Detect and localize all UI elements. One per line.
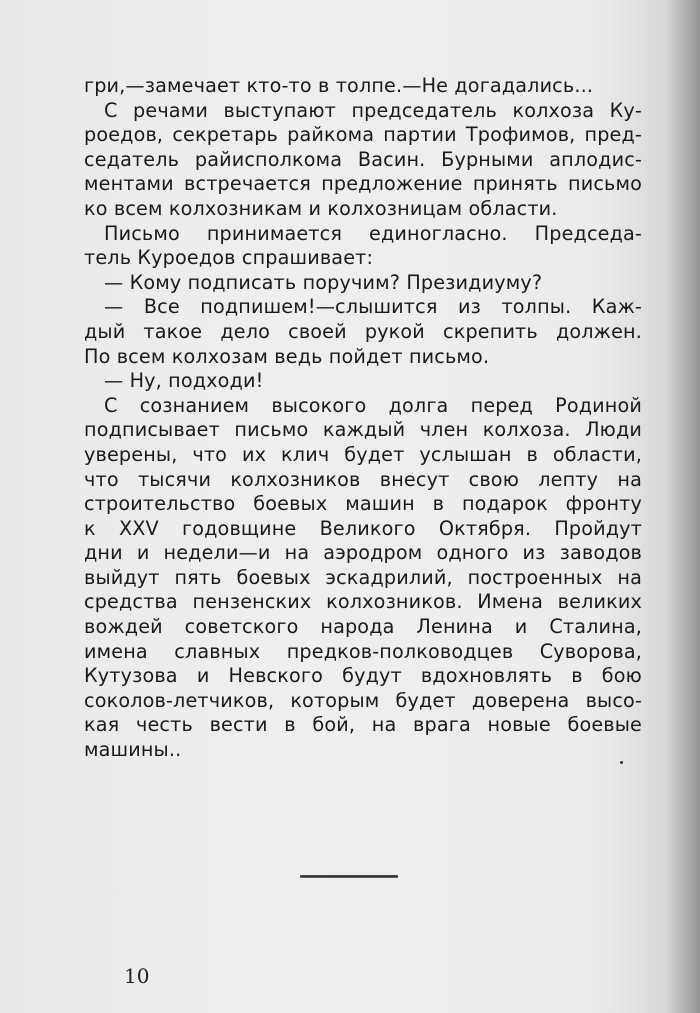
text-line: ментами встречается предложение принять письмо: [84, 172, 642, 196]
text-line: С речами выступают председатель колхоза Ку-: [104, 98, 642, 122]
text-line: По всем колхозам ведь пойдет письмо.: [84, 344, 490, 368]
text-line: С сознанием высокого долга перед Родиной: [104, 393, 642, 417]
text-line: — Ну, подходи!: [104, 369, 264, 393]
section-end-rule: [300, 875, 398, 878]
text-line: вождей советского народа Ленина и Сталина,: [84, 615, 642, 639]
text-line: средства пензенских колхозников. Имена великих: [84, 590, 642, 614]
body-text: [84, 74, 642, 763]
text-line: ко всем колхозникам и колхозницам области.: [84, 196, 558, 220]
text-line: — Все подпишем!—слышится из толпы. Каж-: [104, 295, 642, 319]
text-line: имена славных предков-полководцев Суворова,: [84, 639, 642, 663]
page-edge-shadow: [664, 0, 700, 1013]
text-line: кая честь вести в бой, на врага новые боевые: [84, 713, 642, 737]
text-line: Кутузова и Невского будут вдохновлять в бою: [84, 664, 642, 688]
text-line: что тысячи колхозников внесут свою лепту на: [84, 467, 642, 491]
ink-speck: [620, 761, 623, 764]
text-line: дни и недели—и на аэродром одного из заводов: [84, 541, 642, 565]
page-number: 10: [124, 964, 150, 988]
text-line: подписывает письмо каждый член колхоза. Люди: [84, 418, 642, 442]
text-line: выйдут пять боевых эскадрилий, построенных на: [84, 565, 642, 589]
text-line: к XXV годовщине Великого Октября. Пройдут: [84, 516, 642, 540]
text-line: дый такое дело своей рукой скрепить должен.: [84, 319, 642, 343]
text-line: — Кому подписать поручим? Президиуму?: [104, 270, 543, 294]
text-line: седатель райисполкома Васин. Бурными аплодис-: [84, 147, 642, 171]
text-line: машины..: [84, 738, 182, 762]
text-line: гри,—замечает кто-то в толпе.—Не догадались...: [84, 74, 594, 97]
text-line: уверены, что их клич будет услышан в области,: [84, 442, 642, 466]
text-line: Письмо принимается единогласно. Председа-: [104, 221, 642, 245]
text-line: тель Куроедов спрашивает:: [84, 246, 374, 270]
text-line: роедов, секретарь райкома партии Трофимов, пред-: [84, 123, 642, 147]
text-line: соколов-летчиков, которым будет доверена высо-: [84, 688, 642, 712]
text-line: строительство боевых машин в подарок фронту: [84, 492, 642, 516]
